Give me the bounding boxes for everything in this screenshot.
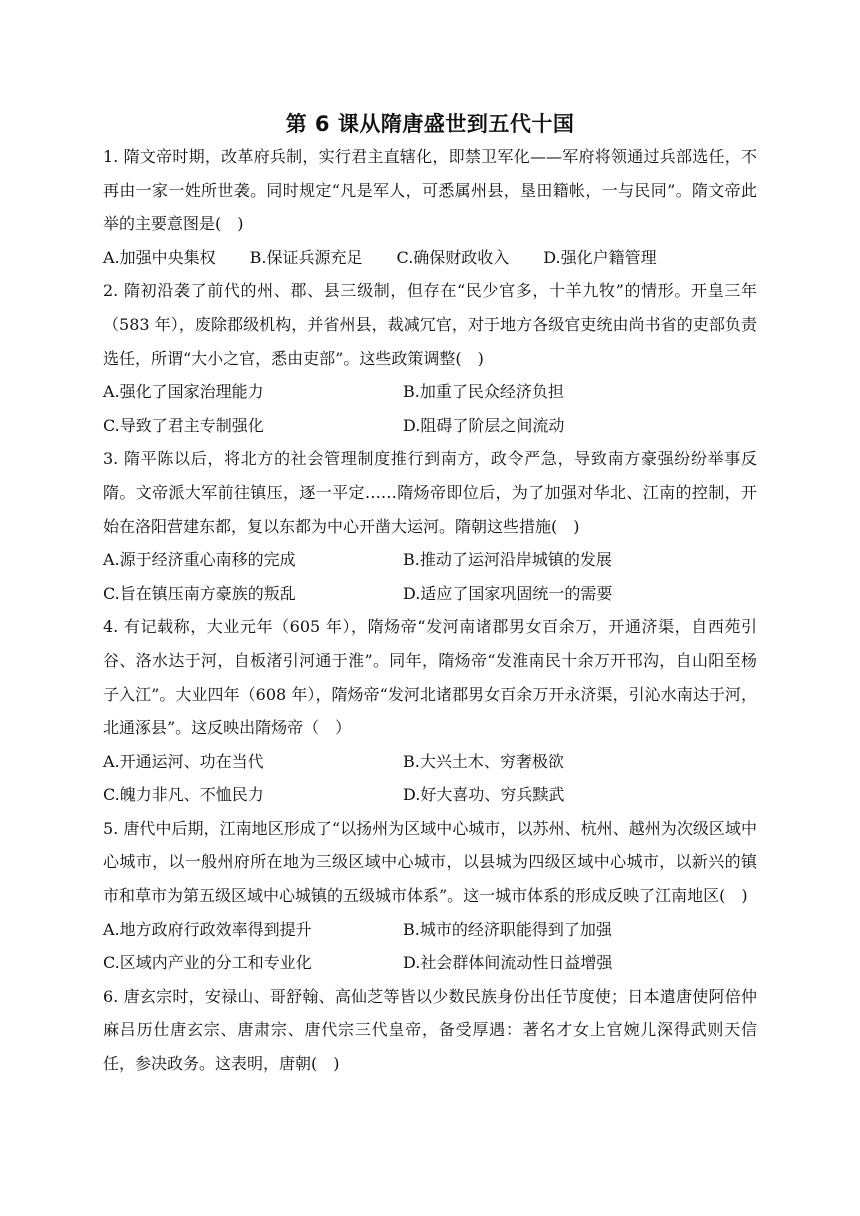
question-stem: 2. 隋初沿袭了前代的州、郡、县三级制，但存在“民少官多，十羊九牧”的情形。开皇三年（583 年），废除郡级机构，并省州县，裁减冗官，对于地方各级官吏统由尚书省的吏部负责选任，所谓“大小之官，悉由吏部”。这些政策调整( ): [103, 281, 757, 368]
option-d: D.强化户籍管理: [543, 247, 657, 267]
option-c: C.确保财政收入: [396, 247, 510, 267]
question-stem: 5. 唐代中后期，江南地区形成了“以扬州为区域中心城市，以苏州、杭州、越州为次级区域中心城市，以一般州府所在地为三级区域中心城市，以县城为四级区域中心城市，以新兴的镇市和草市为第五级区域中心城镇的五级城市体系”。这一城市体系的形成反映了江南地区( ): [103, 818, 757, 906]
question-stem: 3. 隋平陈以后，将北方的社会管理制度推行到南方，政令严急，导致南方豪强纷纷举事反隋。文帝派大军前往镇压，逐一平定……隋炀帝即位后，为了加强对华北、江南的控制，开始在洛阳营建东都，复以东都为中心开凿大运河。隋朝这些措施( ): [103, 449, 757, 536]
option-b: B.保证兵源充足: [249, 247, 363, 267]
options-row: [103, 409, 757, 443]
options-row: [103, 778, 757, 812]
options-row: [103, 241, 757, 275]
option-d: D.好大喜功、穷兵黩武: [403, 785, 565, 805]
page-title: 第 6 课从隋唐盛世到五代十国: [285, 112, 575, 136]
option-d: D.阻碍了阶层之间流动: [403, 415, 565, 435]
options-row: [103, 745, 757, 779]
options-row: [103, 375, 757, 409]
option-c: C.旨在镇压南方豪族的叛乱: [103, 583, 296, 603]
option-d: D.社会群体间流动性日益增强: [403, 953, 613, 973]
question-stem: 6. 唐玄宗时，安禄山、哥舒翰、高仙芝等皆以少数民族身份出任节度使；日本遣唐使阿倍仲麻吕历仕唐玄宗、唐肃宗、唐代宗三代皇帝，备受厚遇：著名才女上官婉儿深得武则天信任，参决政务。这表明，唐朝( ): [103, 986, 757, 1074]
question-1: [103, 140, 757, 274]
option-b: B.城市的经济职能得到了加强: [403, 919, 612, 939]
option-a: A.源于经济重心南移的完成: [103, 550, 296, 570]
question-stem: 4. 有记载称，大业元年（605 年），隋炀帝“发河南诸郡男女百余万，开通济渠，自西苑引谷、洛水达于河，自板渚引河通于淮”。同年，隋炀帝“发淮南民十余万开邗沟，自山阳至杨子入江”。大业四年（608 年），隋炀帝“发河北诸郡男女百余万开永济渠，引沁水南达于河，北通涿县”。这反映出隋炀帝（ ）: [103, 617, 757, 738]
question-6: [103, 980, 757, 1081]
question-stem: 1. 隋文帝时期，改革府兵制，实行君主直辖化，即禁卫军化——军府将领通过兵部选任，不再由一家一姓所世袭。同时规定“凡是军人，可悉属州县，垦田籍帐，一与民同”。隋文帝此举的主要意图是( ): [103, 147, 757, 234]
options-row: [103, 946, 757, 980]
options-row: [103, 913, 757, 947]
question-4: [103, 610, 757, 812]
question-3: [103, 442, 757, 610]
option-c: C.魄力非凡、不恤民力: [103, 785, 264, 805]
option-d: D.适应了国家巩固统一的需要: [403, 583, 613, 603]
option-c: C.区域内产业的分工和专业化: [103, 953, 312, 973]
option-b: B.大兴土木、穷奢极欲: [403, 751, 564, 771]
options-row: [103, 577, 757, 611]
options-row: [103, 543, 757, 577]
question-5: [103, 812, 757, 980]
option-b: B.加重了民众经济负担: [403, 382, 564, 402]
option-a: A.加强中央集权: [103, 247, 216, 267]
option-c: C.导致了君主专制强化: [103, 415, 264, 435]
option-a: A.地方政府行政效率得到提升: [103, 919, 312, 939]
option-a: A.强化了国家治理能力: [103, 382, 264, 402]
option-b: B.推动了运河沿岸城镇的发展: [403, 550, 612, 570]
option-a: A.开通运河、功在当代: [103, 751, 264, 771]
question-2: [103, 274, 757, 442]
